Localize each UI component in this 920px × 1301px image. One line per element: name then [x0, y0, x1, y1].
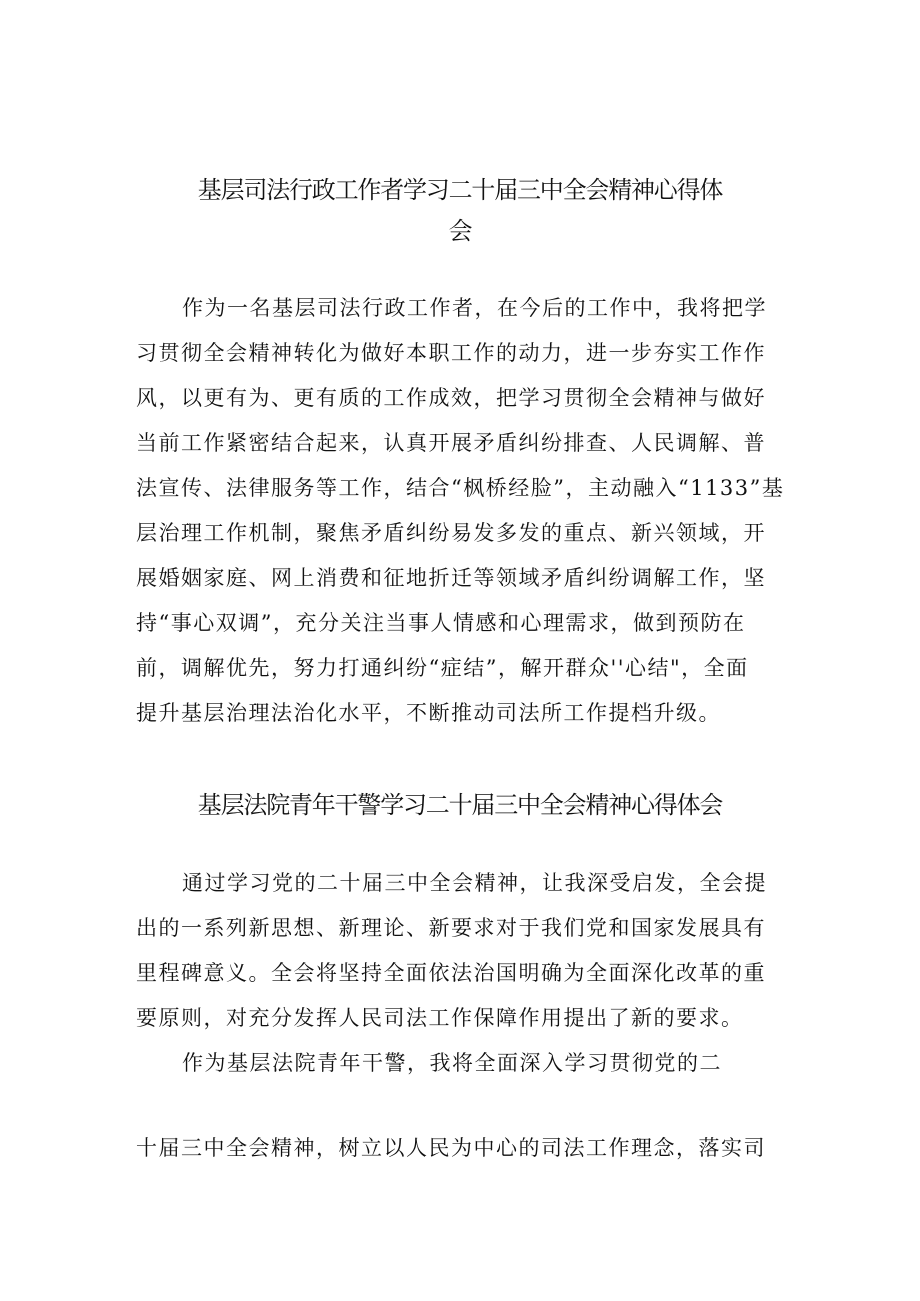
section-1-paragraph-line: 当前工作紧密结合起来，认真开展矛盾纠纷排查、人民调解、普: [136, 431, 766, 455]
section-2-paragraph-line: 十届三中全会精神，树立以人民为中心的司法工作理念，落实司: [136, 1136, 766, 1160]
section-1-paragraph-line: 习贯彻全会精神转化为做好本职工作的动力，进一步夯实工作作: [136, 341, 766, 365]
section-1-paragraph-line: 层治理工作机制，聚焦矛盾纠纷易发多发的重点、新兴领域，开: [136, 521, 766, 545]
section-1-paragraph-line: 法宣传、法律服务等工作，结合“枫桥经脸”，主动融入“1133”基: [136, 476, 785, 500]
section-2-paragraph-line: 里程碑意义。全会将坚持全面依法治国明确为全面深化改革的重: [136, 961, 766, 985]
section-2-title-line-1: 基层法院青年干警学习二十届三中全会精神心得体会: [197, 791, 723, 819]
section-1-title-line-1: 基层司法行政工作者学习二十届三中全会精神心得体: [197, 176, 723, 204]
section-1-title-line-2: 会: [448, 217, 472, 245]
section-2-paragraph-line: 作为基层法院青年干警，我将全面深入学习贯彻党的二: [182, 1051, 722, 1075]
section-2-paragraph-line: 通过学习党的二十届三中全会精神，让我深受启发，全会提: [182, 871, 767, 895]
section-1-paragraph-line: 提升基层治理法治化水平，不断推动司法所工作提档升级。: [136, 701, 721, 725]
section-1-paragraph-line: 风，以更有为、更有质的工作成效，把学习贯彻全会精神与做好: [136, 386, 766, 410]
section-2-paragraph-line: 出的一系列新思想、新理论、新要求对于我们党和国家发展具有: [136, 916, 766, 940]
section-2-paragraph-line: 要原则，对充分发挥人民司法工作保障作用提出了新的要求。: [136, 1006, 744, 1030]
section-1-paragraph-line: 前，调解优先，努力打通纠纷“症结”，解开群众''心结"，全面: [136, 656, 749, 680]
section-1-paragraph-line: 展婚姻家庭、网上消费和征地折迁等领域矛盾纠纷调解工作，坚: [136, 566, 766, 590]
section-1-paragraph-line: 作为一名基层司法行政工作者，在今后的工作中，我将把学: [182, 296, 767, 320]
section-1-paragraph-line: 持“事心双调”，充分关注当事人情感和心理需求，做到预防在: [136, 611, 746, 635]
